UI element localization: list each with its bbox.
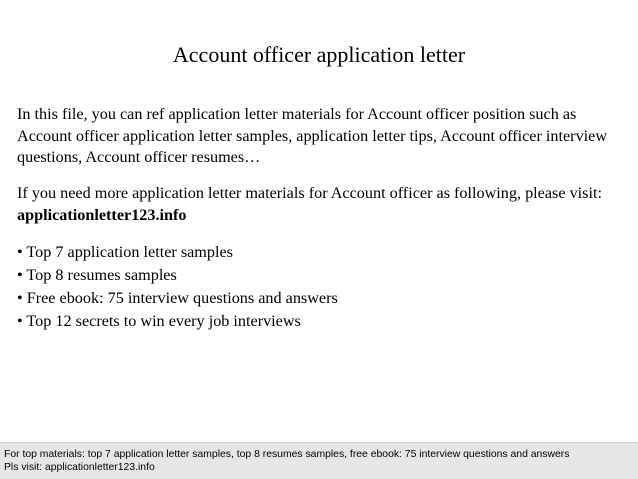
list-item: • Top 7 application letter samples [17, 243, 233, 261]
footer-line-materials: For top materials: top 7 application letter samples, top 8 resumes samples, free ebook: 75 interview questions and answers [4, 449, 570, 460]
intro-paragraph: In this file, you can ref application letter materials for Account officer position such as Account officer application letter samples, application letter tips, Account officer interview questions, Account officer resumes… [17, 105, 608, 166]
slide-title: Account officer application letter [172, 42, 466, 67]
footer-line-visit: Pls visit: applicationletter123.info [4, 462, 155, 473]
materials-list [17, 241, 629, 333]
more-materials-paragraph [17, 183, 629, 226]
more-materials-text: If you need more application letter materials for Account officer as following, please visit: [17, 184, 602, 202]
list-item: • Top 8 resumes samples [17, 266, 177, 284]
list-item: • Free ebook: 75 interview questions and answers [17, 289, 338, 307]
list-item: • Top 12 secrets to win every job interviews [17, 312, 301, 330]
footer-bar [0, 442, 638, 479]
website-link[interactable]: applicationletter123.info [17, 205, 187, 224]
